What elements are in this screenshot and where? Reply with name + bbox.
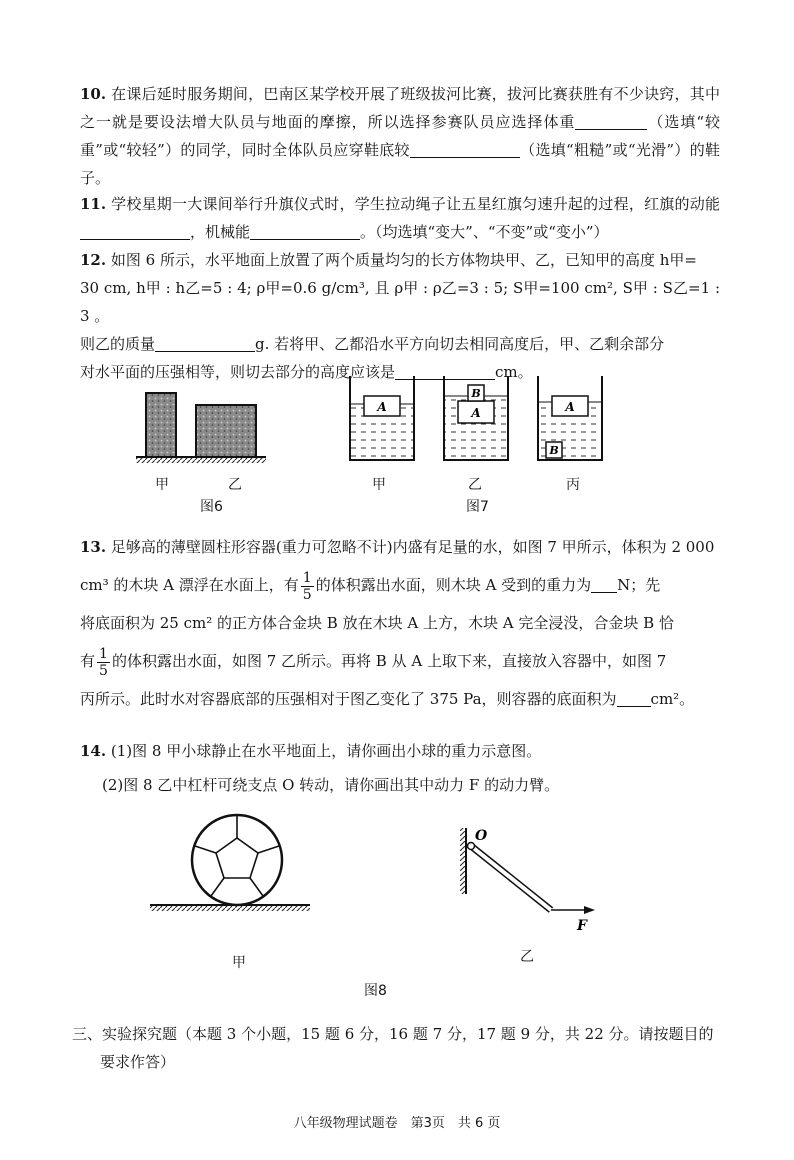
question-text: cm³ 的木块 A 漂浮在水面上，有 [80,576,299,594]
force-label: F [577,918,587,934]
lever-bar [471,846,551,910]
fig7-caption: 图7 [466,499,489,515]
question-14 [80,734,720,802]
question-text: （选填“较重”或“较轻”）的同学，同时全体队员应穿鞋底较 [80,113,720,159]
question-text: 有 [80,652,96,670]
question-text: cm²。 [650,690,695,708]
question-number: 14. [80,742,107,760]
answer-blank[interactable] [80,221,190,240]
svg-text:A: A [565,400,575,414]
answer-blank[interactable] [617,688,651,707]
question-text: g. 若将甲、乙都沿水平方向切去相同高度后，甲、乙剩余部分 [255,335,665,353]
question-number: 13. [80,538,107,556]
question-text: N；先 [617,576,661,594]
fig7-label-jia: 甲 [372,477,386,493]
pivot-o [468,843,475,850]
fig7-label-yi: 乙 [468,477,482,493]
container-yi [444,376,508,460]
question-text: 丙所示。此时水对容器底部的压强相对于图乙变化了 375 Pa，则容器的底面积为 [80,690,617,708]
question-number: 11. [80,195,107,213]
question-number: 10. [80,85,107,103]
question-text: 足够高的薄壁圆柱形容器(重力可忽略不计)内盛有足量的水，如图 7 甲所示，体积为 2 000 [110,538,715,556]
block-jia [146,393,176,457]
question-13 [80,528,720,718]
figure-6-blocks [130,385,280,475]
svg-text:B: B [471,387,481,400]
question-11 [80,190,720,246]
answer-blank[interactable] [250,221,360,240]
fraction: $\frac{1}{5}$ [99,645,108,679]
question-12 [80,246,720,386]
answer-blank[interactable] [591,574,617,593]
svg-text:B: B [549,444,559,457]
block-yi [196,405,256,457]
question-10 [80,80,720,192]
question-text: 对水平面的压强相等，则切去部分的高度应该是 [80,363,396,381]
question-text: 的体积露出水面，如图 7 乙所示。再将 B 从 A 上取下来，直接放入容器中，如图 7 [111,652,667,670]
svg-text:A: A [471,406,481,420]
fig6-label-yi: 乙 [228,477,242,493]
figure-8-ball [145,808,315,916]
answer-blank[interactable] [155,333,255,352]
pivot-label: O [475,828,488,844]
figure-8-lever [455,826,605,936]
question-text: 。（均选填“变大”、“不变”或“变小”） [360,223,609,241]
question-text: 将底面积为 25 cm² 的正方体合金块 B 放在木块 A 上方，木块 A 完全浸没，合金块 B 恰 [80,614,674,632]
fig6-label-jia: 甲 [155,477,169,493]
question-text: 30 cm, h甲 : h乙=5 : 4; ρ甲=0.6 g/cm³, 且 ρ甲 : ρ乙=3 : 5; S甲=100 cm², S甲 : S乙=1 : 3 。 [80,279,720,325]
fig8-label-jia: 甲 [232,955,246,971]
fraction: $\frac{1}{5}$ [302,569,312,603]
answer-blank[interactable] [575,111,647,130]
question-text: 在课后延时服务期间，巴南区某学校开展了班级拔河比赛，拔河比赛获胜有不少诀窍，其中之一就是要设法增大队员与地面的摩擦，所以选择参赛队员应选择体重 [80,85,720,131]
section-3-heading [72,1020,722,1076]
question-text: cm。 [495,363,533,381]
container-jia [350,376,414,460]
question-text: 的体积露出水面，则木块 A 受到的重力为 [315,576,592,594]
answer-blank[interactable] [410,139,520,158]
container-bing [538,376,602,460]
fig7-label-bing: 丙 [566,477,580,493]
fig6-caption: 图6 [200,499,223,515]
section-title: 三、实验探究题（本题 3 个小题，15 题 6 分，16 题 7 分，17 题 9 分，共 22 分。请按题目的 [72,1025,714,1043]
question-text: 学校星期一大课间举行升旗仪式时，学生拉动绳子让五星红旗匀速升起的过程，红旗的动能 [111,195,720,213]
question-text: ，机械能 [190,223,251,241]
question-text: (1)图 8 甲小球静止在水平地面上，请你画出小球的重力示意图。 [110,742,542,760]
question-number: 12. [80,251,107,269]
section-title-cont: 要求作答） [100,1053,176,1071]
fig8-caption: 图8 [364,983,387,999]
question-text: 如图 6 所示，水平地面上放置了两个质量均匀的长方体物块甲、乙，已知甲的高度 h甲= [110,251,697,269]
fig8-label-yi: 乙 [520,949,534,965]
question-text: 则乙的质量 [80,335,156,353]
page-footer: 八年级物理试题卷 第3页 共 6 页 [293,1116,501,1131]
figure-7-containers [340,372,630,467]
soccer-ball [192,815,282,905]
svg-text:A: A [377,400,387,414]
force-arrowhead [584,906,595,914]
question-text: (2)图 8 乙中杠杆可绕支点 O 转动，请你画出其中动力 F 的动力臂。 [102,776,560,794]
question-text: （选填“粗糙”或“光滑”）的鞋子。 [80,141,720,187]
